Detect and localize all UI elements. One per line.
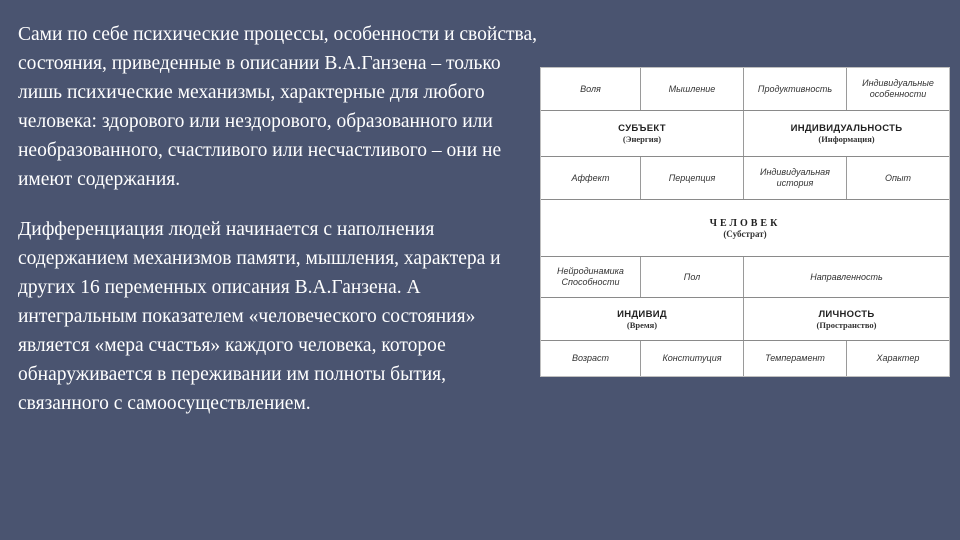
human-header — [541, 200, 949, 256]
cell-individualnaya-istoriya: Индивидуальная история — [744, 157, 847, 199]
subject-subtitle: (Энергия) — [622, 134, 662, 144]
diagram-row-5 — [541, 257, 949, 297]
paragraph-1: Сами по себе психические процессы, особенности и свойства, состояния, приведенные в описании В.А.Ганзена – только лишь психические механизмы, характерные для любого человека: здорового или нездорового, образованного или необразованного, счастливого или несчастливого – они не имеют содержания. — [18, 24, 537, 190]
cell-affekt: Аффект — [541, 157, 641, 199]
cell-konstituciya: Конституция — [641, 341, 744, 376]
individuality-subtitle: (Информация) — [818, 134, 875, 144]
cell-napravlennost: Направленность — [810, 271, 883, 282]
individ-subtitle: (Время) — [626, 319, 658, 330]
individuality-header — [744, 111, 949, 156]
cell-individualnye-osobennosti: Индивидуальные особенности — [862, 78, 934, 99]
cell-neirodinamika-sposobnosti: Нейродинамика Способности — [541, 257, 641, 297]
diagram-row-3 — [541, 157, 949, 199]
individ-header — [541, 298, 744, 340]
subject-title: СУБЪЕКТ — [618, 123, 666, 134]
diagram-row-2 — [541, 111, 949, 156]
individ-title: ИНДИВИД — [617, 308, 667, 320]
personality-header — [744, 298, 949, 340]
paragraph-2: Дифференциация людей начинается с наполнения содержанием механизмов памяти, мышления, характера и других 16 переменных описания В.А.Ганзена. А интегральным показателем «человеческого состояния» является «мера счастья» каждого человека, которое обнаруживается в переживании им полноты бытия, связанного с самоосуществлением. — [18, 219, 501, 414]
cell-myshlenie: Мышление — [641, 68, 744, 110]
cell-temperament: Темперамент — [744, 341, 847, 376]
cell-percepciya: Перцепция — [641, 157, 744, 199]
individuality-title: ИНДИВИДУАЛЬНОСТЬ — [790, 123, 903, 134]
subject-header — [541, 111, 744, 156]
diagram-row-1 — [541, 68, 949, 110]
cell-produktivnost: Продуктивность — [744, 68, 847, 110]
cell-harakter: Характер — [876, 353, 920, 363]
cell-opyt: Опыт — [884, 172, 912, 183]
diagram-row-4 — [541, 200, 949, 256]
personality-subtitle: (Пространство) — [816, 319, 877, 330]
personality-title: ЛИЧНОСТЬ — [818, 308, 875, 320]
diagram-row-7 — [541, 341, 949, 376]
diagram-row-6 — [541, 298, 949, 340]
cell-volya: Воля — [541, 68, 641, 110]
human-subtitle: (Субстрат) — [723, 228, 767, 239]
cell-pol: Пол — [641, 257, 744, 297]
main-text — [18, 20, 538, 418]
cell-vozrast: Возраст — [541, 341, 641, 376]
human-title: ЧЕЛОВЕК — [709, 217, 781, 229]
ganzen-scheme-diagram — [540, 67, 950, 377]
